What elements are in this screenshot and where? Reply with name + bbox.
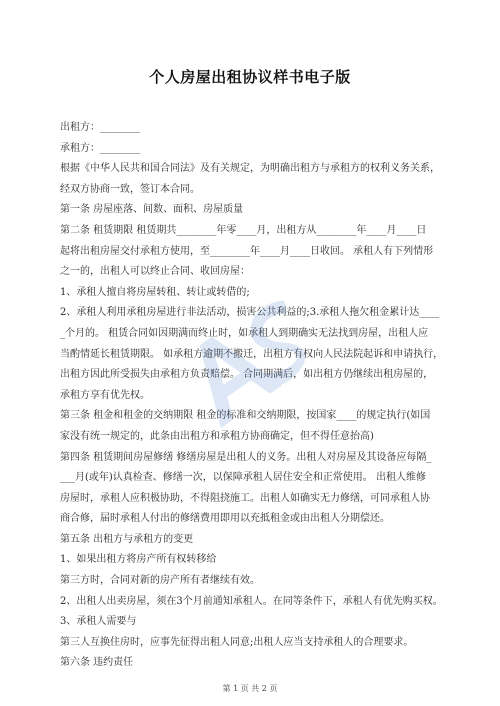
body-line: 第五条 出租方与承租方的变更	[60, 533, 194, 545]
body-line: 根据《中华人民共和国合同法》及有关规定，为明确出租方与承租方的权利义务关系，	[60, 163, 440, 175]
body-line: 之一的，出租人可以终止合同、收回房屋：	[60, 266, 250, 278]
document-body	[60, 118, 448, 674]
page-footer: 第 1 页 共 2 页	[222, 684, 278, 693]
body-line: 家没有统一规定的，此条由出租方和承租方协商确定，但不得任意抬高)	[60, 430, 374, 442]
body-line: _个月的。 租赁合同如因期满而终止时，如承租人到期确实无法找到房屋，出租人应	[60, 327, 429, 339]
body-line: 承租方享有优先权。	[60, 389, 150, 401]
body-line: 第一条 房屋座落、间数、面积、房屋质量	[60, 204, 244, 216]
body-line: 商合修，届时承租人付出的修缮费用即用以充抵租金或由出租人分期偿还。	[60, 513, 390, 525]
body-line: 第二条 租赁期限 租赁期共________年零____月，出租方从________年____月____日	[60, 224, 427, 236]
body-line: 3、承租人需要与	[60, 616, 137, 628]
body-line: ___月(或年)认真检查、修缮一次，以保障承租人居住安全和正常使用。 出租人维修	[60, 472, 426, 484]
body-line: 第四条 租赁期间房屋修缮 修缮房屋是出租人的义务。出租人对房屋及其设备应每隔_	[60, 451, 432, 463]
body-line: 第三条 租金和租金的交纳期限 租金的标准和交纳期限，按国家____的规定执行(如国	[60, 410, 431, 422]
body-line: 当酌情延长租赁期限。 如承租方逾期不搬迁，出租方有权向人民法院起诉和申请执行，	[60, 348, 444, 360]
document-title: 个人房屋出租协议样书电子版	[149, 68, 351, 86]
body-line: 第六条 违约责任	[60, 657, 134, 669]
body-line: 承租方：________	[60, 142, 140, 154]
body-line: 第三方时，合同对新的房产所有者继续有效。	[60, 575, 260, 587]
body-line: 出租方：________	[60, 122, 140, 133]
body-line: 出租方因此所受损失由承租方负责赔偿。 合同期满后，如出租方仍继续出租房屋的，	[60, 369, 434, 381]
body-line: 起将出租房屋交付承租方使用，至________年____月____日收回。 承租人有下列情形	[60, 245, 434, 257]
body-line: 房屋时，承租人应积极协助，不得阻挠施工。出租人如确实无力修缮，可同承租人协	[60, 492, 430, 504]
body-line: 第三人互换住房时，应事先征得出租人同意;出租人应当支持承租人的合理要求。	[60, 636, 414, 648]
body-line: 1、承租人擅自将房屋转租、转让或转借的;	[60, 286, 250, 298]
body-line: 2、承租人利用承租房屋进行非法活动，损害公共利益的;3.承租人拖欠租金累计达____	[60, 307, 440, 319]
body-line: 经双方协商一致，签订本合同。	[60, 183, 200, 195]
body-line: 1、如果出租方将房产所有权转移给	[60, 554, 217, 566]
body-line: 2、出租人出卖房屋，须在3个月前通知承租人。在同等条件下，承租人有优先购买权。	[60, 595, 443, 607]
